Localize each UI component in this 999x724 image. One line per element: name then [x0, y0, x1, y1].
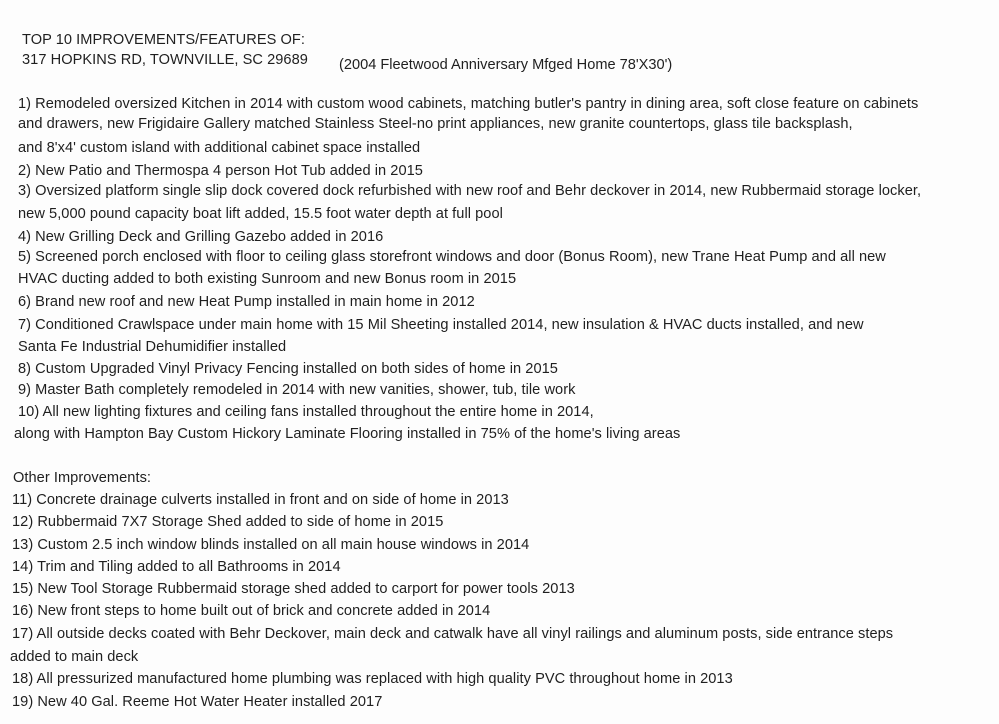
item-19-line-1: 19) New 40 Gal. Reeme Hot Water Heater installed 2017	[12, 694, 383, 710]
item-12-line-1: 12) Rubbermaid 7X7 Storage Shed added to side of home in 2015	[12, 514, 444, 530]
item-7-line-2: Santa Fe Industrial Dehumidifier installed	[18, 339, 287, 355]
item-11-line-1: 11) Concrete drainage culverts installed in front and on side of home in 2013	[12, 492, 509, 508]
item-10-line-1: 10) All new lighting fixtures and ceiling fans installed throughout the entire home in 2014,	[18, 404, 594, 420]
item-13-line-1: 13) Custom 2.5 inch window blinds installed on all main house windows in 2014	[12, 537, 530, 553]
item-6-line-1: 6) Brand new roof and new Heat Pump installed in main home in 2012	[18, 294, 475, 310]
property-address: 317 HOPKINS RD, TOWNVILLE, SC 29689	[22, 52, 308, 68]
item-1-line-2: and drawers, new Frigidaire Gallery matched Stainless Steel-no print appliances, new granite countertops, glass tile backsplash,	[18, 116, 853, 132]
item-3-line-2: new 5,000 pound capacity boat lift added, 15.5 foot water depth at full pool	[18, 206, 503, 222]
item-1-line-3: and 8'x4' custom island with additional cabinet space installed	[18, 140, 421, 156]
item-17-line-2: added to main deck	[10, 649, 139, 665]
item-8-line-1: 8) Custom Upgraded Vinyl Privacy Fencing installed on both sides of home in 2015	[18, 361, 558, 377]
item-3-line-1: 3) Oversized platform single slip dock covered dock refurbished with new roof and Behr deckover in 2014, new Rubbermaid storage locker,	[18, 183, 922, 199]
item-18-line-1: 18) All pressurized manufactured home plumbing was replaced with high quality PVC throughout home in 2013	[12, 671, 733, 687]
document-title: TOP 10 IMPROVEMENTS/FEATURES OF:	[22, 32, 305, 48]
item-5-line-2: HVAC ducting added to both existing Sunroom and new Bonus room in 2015	[18, 271, 517, 287]
other-improvements-heading: Other Improvements:	[13, 470, 152, 486]
item-4-line-1: 4) New Grilling Deck and Grilling Gazebo added in 2016	[18, 229, 384, 245]
item-9-line-1: 9) Master Bath completely remodeled in 2014 with new vanities, shower, tub, tile work	[18, 382, 576, 398]
item-14-line-1: 14) Trim and Tiling added to all Bathrooms in 2014	[12, 559, 341, 575]
item-1-line-1: 1) Remodeled oversized Kitchen in 2014 with custom wood cabinets, matching butler's pantry in dining area, soft close feature on cabinets	[18, 96, 919, 112]
item-2-line-1: 2) New Patio and Thermospa 4 person Hot Tub added in 2015	[18, 163, 423, 179]
item-15-line-1: 15) New Tool Storage Rubbermaid storage shed added to carport for power tools 2013	[12, 581, 575, 597]
item-7-line-1: 7) Conditioned Crawlspace under main home with 15 Mil Sheeting installed 2014, new insulation & HVAC ducts installed, and new	[18, 317, 864, 333]
item-16-line-1: 16) New front steps to home built out of brick and concrete added in 2014	[12, 603, 491, 619]
home-spec: (2004 Fleetwood Anniversary Mfged Home 78'X30')	[339, 57, 673, 73]
item-17-line-1: 17) All outside decks coated with Behr Deckover, main deck and catwalk have all vinyl railings and aluminum posts, side entrance steps	[12, 626, 894, 642]
item-5-line-1: 5) Screened porch enclosed with floor to ceiling glass storefront windows and door (Bonus Room), new Trane Heat Pump and all new	[18, 249, 886, 265]
item-10-line-2: along with Hampton Bay Custom Hickory Laminate Flooring installed in 75% of the home's living areas	[14, 426, 681, 442]
